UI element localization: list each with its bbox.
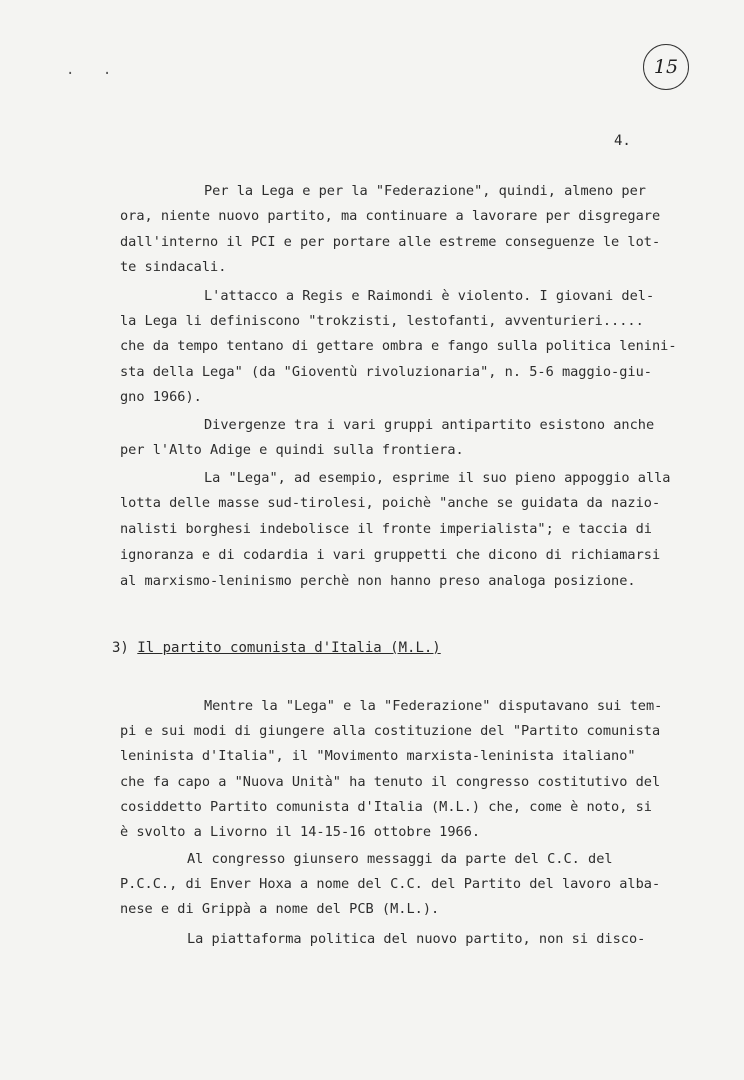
margin-dots: . . [66, 62, 122, 78]
page-number: 4. [614, 133, 631, 149]
section-title: Il partito comunista d'Italia (M.L.) [137, 640, 441, 656]
text-line: te sindacali. [120, 259, 227, 275]
text-line: P.C.C., di Enver Hoxa a nome del C.C. del Partito del lavoro alba- [120, 876, 661, 892]
text-line: Per la Lega e per la "Federazione", quindi, almeno per [204, 183, 646, 199]
text-line: Al congresso giunsero messaggi da parte del C.C. del [187, 851, 613, 867]
text-line: L'attacco a Regis e Raimondi è violento. I giovani del- [204, 288, 655, 304]
text-line: leninista d'Italia", il "Movimento marxista-leninista italiano" [120, 748, 636, 764]
text-line: lotta delle masse sud-tirolesi, poichè "anche se guidata da nazio- [120, 495, 661, 511]
text-line: la Lega li definiscono "trokzisti, lestofanti, avventurieri..... [120, 313, 644, 329]
text-line: La "Lega", ad esempio, esprime il suo pieno appoggio alla [204, 470, 671, 486]
text-line: è svolto a Livorno il 14-15-16 ottobre 1966. [120, 824, 481, 840]
text-line: che da tempo tentano di gettare ombra e fango sulla politica lenini- [120, 338, 677, 354]
page-stamp [643, 44, 689, 90]
text-line: che fa capo a "Nuova Unità" ha tenuto il congresso costitutivo del [120, 774, 661, 790]
text-line: pi e sui modi di giungere alla costituzione del "Partito comunista [120, 723, 661, 739]
text-line: al marxismo-leninismo perchè non hanno preso analoga posizione. [120, 573, 636, 589]
section-heading [112, 640, 441, 656]
text-line: ignoranza e di codardia i vari gruppetti che dicono di richiamarsi [120, 547, 661, 563]
text-line: gno 1966). [120, 389, 202, 405]
text-line: Mentre la "Lega" e la "Federazione" disputavano sui tem- [204, 698, 663, 714]
text-line: La piattaforma politica del nuovo partito, non si disco- [187, 931, 646, 947]
text-line: dall'interno il PCI e per portare alle estreme conseguenze le lot- [120, 234, 661, 250]
text-line: Divergenze tra i vari gruppi antipartito esistono anche [204, 417, 655, 433]
text-line: nese e di Grippà a nome del PCB (M.L.). [120, 901, 440, 917]
text-line: ora, niente nuovo partito, ma continuare a lavorare per disgregare [120, 208, 661, 224]
section-number: 3) [112, 640, 129, 656]
text-line: sta della Lega" (da "Gioventù rivoluzionaria", n. 5-6 maggio-giu- [120, 364, 652, 380]
text-line: cosiddetto Partito comunista d'Italia (M.L.) che, come è noto, si [120, 799, 652, 815]
text-line: per l'Alto Adige e quindi sulla frontiera. [120, 442, 464, 458]
stamp-number: 15 [653, 56, 679, 78]
text-line: nalisti borghesi indebolisce il fronte imperialista"; e taccia di [120, 521, 652, 537]
